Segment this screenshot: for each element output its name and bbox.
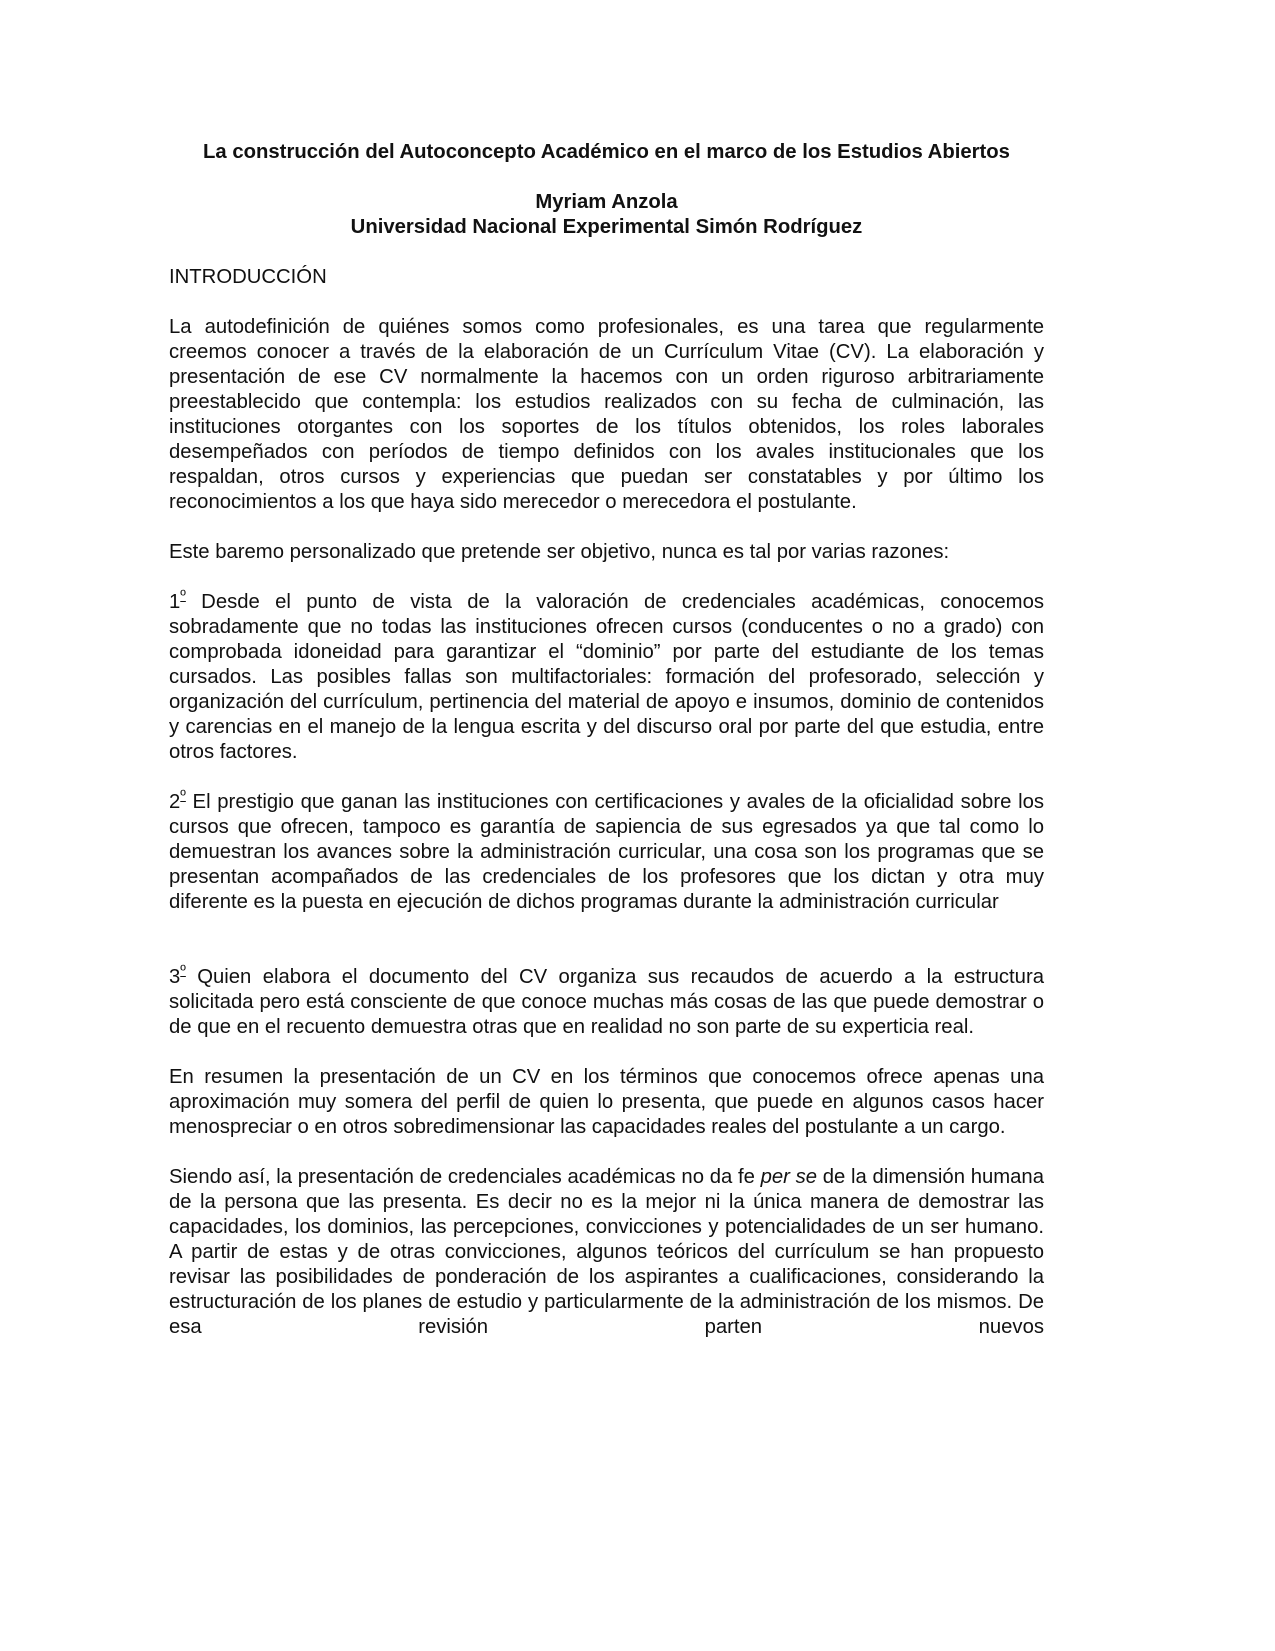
author-name: Myriam Anzola: [535, 191, 678, 213]
paragraph-text: Desde el punto de vista de la valoración de credenciales académicas, conocemos sobradamente que no todas las instituciones ofrecen cursos (conducentes o no a grado) con comprobada idoneidad para garantizar el “dominio” por parte del estudiante de los temas cursados. Las posibles fallas son multifactoriales: formación del profesorado, selección y organización del currículum, pertinencia del material de apoyo e insumos, dominio de contenidos y carencias en el manejo de la lengua escrita y del discurso oral por parte del que estudia, entre otros factores.: [169, 591, 1044, 763]
document-page: [169, 140, 1044, 1340]
author-institution: Universidad Nacional Experimental Simón Rodríguez: [350, 216, 863, 238]
ordinal-number: 1: [169, 591, 181, 613]
paragraph-text: Quien elabora el documento del CV organiza sus recaudos de acuerdo a la estructura solicitada pero está consciente de que conoce muchas más cosas de las que puede demostrar o de que en el recuento demuestra otras que en realidad no son parte de su experticia real.: [169, 966, 1044, 1038]
paragraph-text: El prestigio que ganan las instituciones con certificaciones y avales de la oficialidad sobre los cursos que ofrecen, tampoco es garantía de sapiencia de sus egresados ya que tal como lo demuestran los avances sobre la administración curricular, una cosa son los programas que se presentan acompañados de las credenciales de los profesores que los dictan y otra muy diferente es la puesta en ejecución de dichos programas durante la administración curricular: [169, 791, 1044, 913]
ordinal-number: 3: [169, 966, 181, 988]
paragraph-text: Siendo así, la presentación de credenciales académicas no da fe: [169, 1166, 761, 1188]
ordinal-mark: º: [180, 587, 186, 605]
ordinal-number: 2: [169, 791, 181, 813]
paragraph-intro: La autodefinición de quiénes somos como profesionales, es una tarea que regularmente creemos conocer a través de la elaboración de un Currículum Vitae (CV). La elaboración y presentación de ese CV normalmente la hacemos con un orden riguroso arbitrariamente preestablecido que contempla: los estudios realizados con su fecha de culminación, las instituciones otorgantes con los soportes de los títulos obtenidos, los roles laborales desempeñados con períodos de tiempo definidos con los avales institucionales que los respaldan, otros cursos y experiencias que puedan ser constatables y por último los reconocimientos a los que haya sido merecedor o merecedora el postulante.: [169, 316, 1044, 513]
paragraph-reason-1: [169, 587, 1044, 765]
paragraph-reason-2: [169, 787, 1044, 915]
ordinal-mark: º: [180, 787, 186, 805]
ordinal-mark: º: [180, 962, 186, 980]
paragraph-baremo: Este baremo personalizado que pretende ser objetivo, nunca es tal por varias razones:: [169, 541, 950, 563]
paragraph-text: de la dimensión humana de la persona que las presenta. Es decir no es la mejor ni la única manera de demostrar las capacidades, los dominios, las percepciones, convicciones y potencialidades de un ser humano. A partir de estas y de otras convicciones, algunos teóricos del currículum se han propuesto revisar las posibilidades de ponderación de los aspirantes a cualificaciones, considerando la estructuración de los planes de estudio y particularmente de la administración de los mismos. De esa revisión parten nuevos: [169, 1166, 1044, 1338]
italic-phrase: per se: [760, 1166, 818, 1188]
paragraph-reason-3: [169, 962, 1044, 1040]
section-heading: INTRODUCCIÓN: [169, 266, 327, 288]
author-block: [169, 190, 1044, 240]
paragraph-conclusion: [169, 1165, 1044, 1340]
document-title: La construcción del Autoconcepto Académico en el marco de los Estudios Abiertos: [203, 141, 1010, 163]
paragraph-summary: En resumen la presentación de un CV en los términos que conocemos ofrece apenas una aproximación muy somera del perfil de quien lo presenta, que puede en algunos casos hacer menospreciar o en otros sobredimensionar las capacidades reales del postulante a un cargo.: [169, 1066, 1044, 1138]
